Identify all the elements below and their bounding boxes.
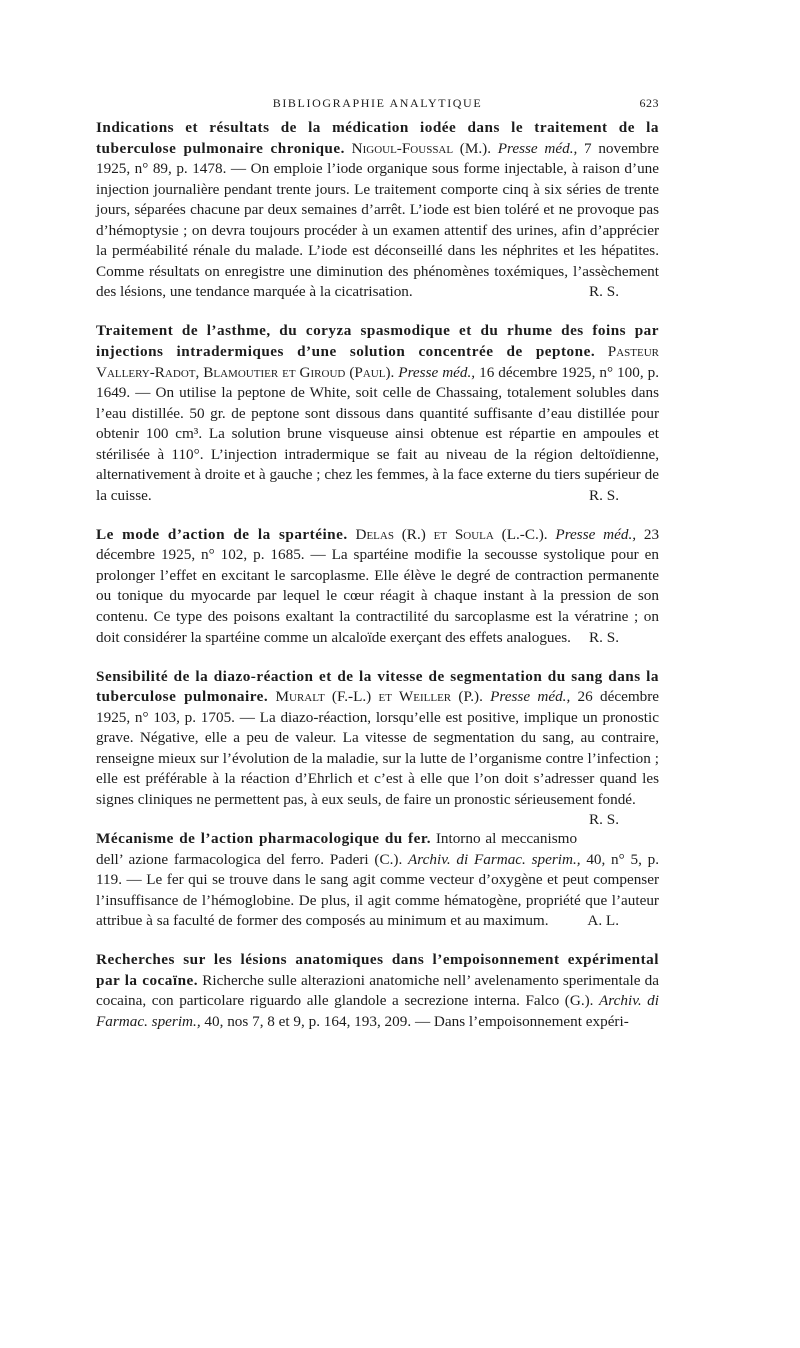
entry-summary: — Le fer qui se trouve dans le sang agit comme vecteur d’oxygène et peut compenser l’insuffisance de l’hémoglobine. De plus, il agit comme hématogène, propriété que l’auteur attribue à sa faculté de former des composés au minimum et au maximum. — [96, 871, 660, 930]
bibliography-entry — [96, 118, 659, 303]
entry-summary: — La diazo-réaction, lorsqu’elle est positive, implique un pronostic grave. Négative, elle a peu de valeur. La vitesse de segmentation du sang, au contraire, renseigne mieux sur l’évolution de la maladie, sur la lutte de l’organisme contre l’infection ; elle est préférable à la réaction d’Ehrlich et c’est à elle que l’on doit s’adresser quand les signes cliniques ne permettent pas, à eux seuls, de faire un pronostic sérieusement fondé. — [96, 708, 659, 808]
bibliography-entry — [96, 525, 659, 648]
bibliography-entry — [96, 667, 660, 829]
entry-authors: Muralt (F.-L.) et Weiller (P.). — [275, 688, 483, 706]
entry-summary: — On emploie l’iode organique sous forme injectable, à raison d’une injection journalière pendant trente jours. Le traitement comporte cinq à six séries de trente jours, séparées chacune par deux semaines d’arrêt. L’iode est bien toléré et ne provoque pas d’hémoptysie ; on devra toujours procéder à un examen attentif des urines, afin d’apprécier la perméabilité rénale du malade. L’iode est déconseillé dans les néphrites et les hépatites. Comme résultats on enregistre une diminution des phénomènes toxémiques, l’assèchement des lésions, une tendance marquée à la cicatrisation. — [96, 160, 660, 301]
bibliography-entry — [96, 950, 659, 1032]
entry-title: Sensibilité de la diazo-réaction et de la vitesse de segmentation du sang dans la tuberculose pulmonaire. — [96, 667, 659, 706]
entry-citation: 40, nos 7, 8 et 9, p. 164, 193, 209. — [204, 1012, 412, 1030]
entry-authors: Intorno al meccanismo dell’ azione farmacologica del ferro. Paderi (C.). — [96, 829, 578, 868]
entry-title: Recherches sur les lésions anatomiques dans l’empoisonnement expérimental par la cocaïne. — [96, 951, 659, 989]
entry-journal: Presse méd., — [497, 139, 578, 157]
entry-authors: Delas (R.) et Soula (L.-C.). — [355, 525, 548, 543]
entry-citation: 40, n° 5, p. 119. — [96, 850, 660, 889]
entry-journal: Archiv. di Farmac. sperim., — [96, 992, 659, 1030]
running-header — [96, 94, 659, 114]
entry-initials: R. S. — [589, 283, 619, 301]
entry-citation: 7 novembre 1925, n° 89, p. 1478. — [96, 139, 660, 178]
entry-authors: Nigoul-Foussal (M.). — [351, 139, 492, 157]
entry-title: Traitement de l’asthme, du coryza spasmodique et du rhume des foins par injections intradermiques d’une solution concentrée de peptone. — [96, 322, 659, 360]
entry-summary: — On utilise la peptone de White, soit celle de Chassaing, totalement solubles dans l’eau distillée. 50 gr. de peptone sont dissous dans quantité suffisante d’eau distillée pour obtenir 100 cm³. La solution brune visqueuse ainsi obtenue est répartie en ampoules et stérilisée à 110°. L’injection intradermique se fait au niveau de la région deltoïdienne, alternativement à droite et à gauche ; chez les femmes, à la face externe du tiers supérieur de la cuisse. — [96, 384, 659, 504]
bibliography-entry — [96, 321, 659, 506]
entry-citation: 23 décembre 1925, n° 102, p. 1685. — [96, 525, 660, 564]
page-number: 623 — [639, 96, 659, 110]
entry-summary: — La spartéine modifie la secousse systolique pour en prolonger l’effet en excitant le sarcoplasme. Elle élève le degré de contraction permanente ou tonique du myocarde par lequel le cœur réagit à chaque instant à la pression de son contenu. Ce type des poisons exaltant la contractilité du sarcoplasme est la vératrine ; on doit considérer la spartéine comme un alcaloïde exerçant des effets analogues. — [96, 546, 659, 646]
entry-authors: Richerche sulle alterazioni anatomiche nell’ avelenamento sperimentale da cocaina, con particolare riguardo alle glandole a secrezione interna. Falco (G.). — [96, 971, 659, 1010]
entry-journal: Archiv. di Farmac. sperim., — [408, 850, 581, 868]
bibliography-entries — [96, 118, 659, 1051]
entry-journal: Presse méd., — [398, 363, 476, 381]
entry-authors: Pasteur Vallery-Radot, Blamoutier et Giroud (Paul). — [96, 342, 659, 381]
entry-initials: R. S. — [589, 811, 619, 829]
entry-summary: — Dans l’empoisonnement expéri- — [414, 1012, 629, 1030]
entry-citation: 16 décembre 1925, n° 100, p. 1649. — [96, 363, 660, 402]
entry-title: Indications et résultats de la médication iodée dans le traitement de la tuberculose pulmonaire chronique. — [96, 119, 659, 157]
entry-title: Mécanisme de l’action pharmacologique du fer. — [96, 829, 431, 847]
entry-initials: A. L. — [587, 912, 619, 930]
entry-initials: R. S. — [589, 486, 619, 504]
entry-citation: 26 décembre 1925, n° 103, p. 1705. — [96, 688, 660, 726]
running-title: BIBLIOGRAPHIE ANALYTIQUE — [272, 96, 483, 110]
bibliography-entry — [96, 829, 659, 932]
entry-title: Le mode d’action de la spartéine. — [96, 525, 348, 543]
entry-journal: Presse méd., — [555, 525, 637, 543]
entry-initials: R. S. — [589, 628, 619, 646]
entry-journal: Presse méd., — [490, 688, 571, 706]
